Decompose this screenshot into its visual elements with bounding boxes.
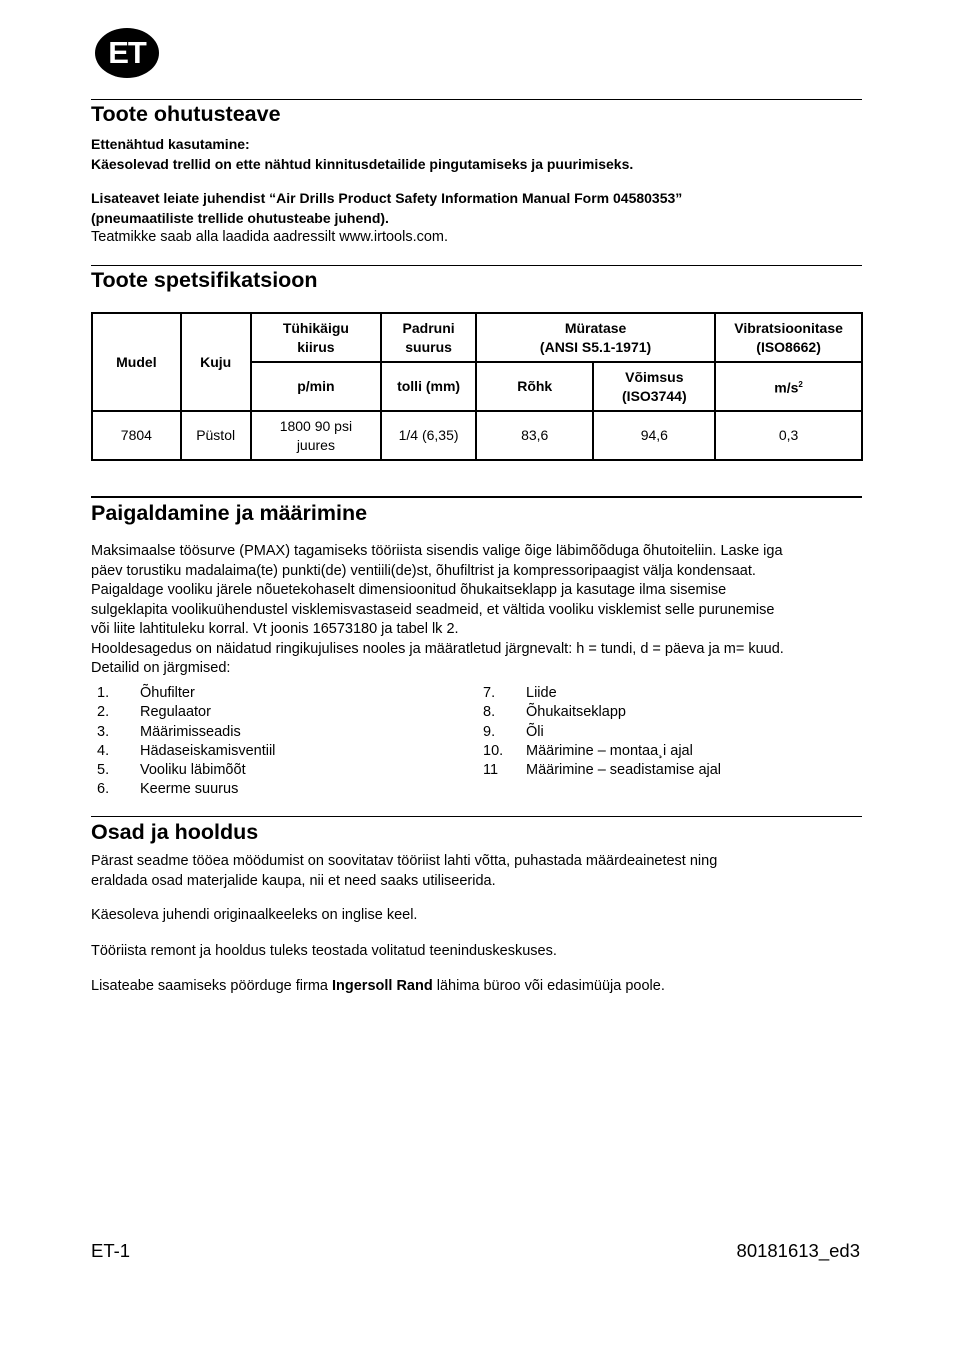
- section-divider: [91, 816, 862, 817]
- cell-power: 94,6: [593, 411, 715, 460]
- list-item: 7. Liide: [483, 685, 557, 701]
- list-item: 6. Keerme suurus: [97, 781, 239, 798]
- header-free-speed: Tühikäigu kiirus: [251, 313, 382, 362]
- install-paragraph: Maksimaalse töösurve (PMAX) tagamiseks tööriista sisendis valige õige läbimõõduga õhutoiteliin. Laske iga päev torustiku madalaima(te) punkti(de) ventiili(de)st, õhufiltrist ja kompressoripaagist välja kondensaat. Paigaldage vooliku järele nõuetekohaselt dimensioonitud õhukaitseklapp ja kasutage ilma sisemise sulgeklapita voolikuühendustel visklemisvastaseid seadmeid, et vältida vooliku visklemist selle purunemise või liite lahtituleku korral. Vt joonis 16573180 ja tabel lk 2. Hooldesagedus on näidatud ringikujulises nooles ja määratletud järgnevalt: h = tundi, d = päeva ja m= kuud. Detailid on järgmised:: [91, 543, 784, 676]
- more-info-line-1: Lisateavet leiate juhendist “Air Drills Product Safety Information Manual Form 04580353”: [91, 190, 683, 206]
- spec-heading: Toote spetsifikatsioon: [91, 268, 318, 292]
- more-info-line-2: (pneumaatiliste trellide ohutusteabe juhend).: [91, 210, 389, 226]
- parts-heading: Osad ja hooldus: [91, 820, 259, 844]
- language-badge: ET: [95, 28, 159, 78]
- list-item: 5. Vooliku läbimõõt: [97, 762, 246, 779]
- cell-pressure: 83,6: [476, 411, 594, 460]
- list-item: 8. Õhukaitseklapp: [483, 704, 626, 721]
- list-item: 2. Regulaator: [97, 704, 211, 721]
- cell-style: Püstol: [181, 411, 251, 460]
- document-id: 80181613_ed3: [736, 1240, 860, 1261]
- header-vibration: Vibratsioonitase (ISO8662): [715, 313, 862, 362]
- header-noise: Müratase (ANSI S5.1-1971): [476, 313, 715, 362]
- parts-paragraph-1: Pärast seadme tööea möödumist on soovitatav tööriist lahti võtta, puhastada määrdeainetest ning eraldada osad materjalide kaupa, nii et need saaks utiliseerida.: [91, 853, 718, 889]
- list-item: 1. Õhufilter: [97, 685, 195, 701]
- parts-list-left: [97, 684, 457, 800]
- page-number: ET-1: [91, 1240, 131, 1261]
- unit-speed: p/min: [251, 362, 382, 411]
- safety-heading: Toote ohutusteave: [91, 102, 281, 126]
- brand-name: Ingersoll Rand: [332, 978, 433, 994]
- header-chuck-size: Padruni suurus: [381, 313, 476, 362]
- list-item: 9. Õli: [483, 723, 544, 740]
- section-divider: [91, 265, 862, 266]
- list-item: 10. Määrimine – montaa¸i ajal: [483, 742, 693, 759]
- section-divider: [91, 99, 862, 100]
- list-item: 11 Määrimine – seadistamise ajal: [483, 762, 722, 779]
- download-info: Teatmikke saab alla laadida aadressilt www.irtools.com.: [91, 229, 449, 245]
- parts-paragraph-4: Lisateabe saamiseks pöörduge firma Ingersoll Rand lähima büroo või edasimüüja poole.: [91, 978, 665, 994]
- header-style: Kuju: [181, 313, 251, 411]
- parts-paragraph-2: Käesoleva juhendi originaalkeeleks on inglise keel.: [91, 907, 418, 923]
- section-divider: [91, 496, 862, 498]
- unit-power: Võimsus (ISO3744): [593, 362, 715, 411]
- cell-vibration: 0,3: [715, 411, 862, 460]
- table-row: [92, 411, 862, 460]
- header-model: Mudel: [92, 313, 181, 411]
- cell-model: 7804: [92, 411, 181, 460]
- list-item: 4. Hädaseiskamisventiil: [97, 742, 276, 759]
- unit-vibration: $m/s^2$: [715, 362, 862, 411]
- parts-paragraph-3: Tööriista remont ja hooldus tuleks teostada volitatud teeninduskeskuses.: [91, 943, 557, 959]
- table-header-row: [92, 313, 862, 362]
- cell-chuck: 1/4 (6,35): [381, 411, 476, 460]
- parts-list-right: [483, 684, 843, 780]
- intended-use-text: Käesolevad trellid on ette nähtud kinnitusdetailide pingutamiseks ja puurimiseks.: [91, 156, 634, 172]
- unit-chuck: tolli (mm): [381, 362, 476, 411]
- spec-table: [91, 312, 863, 461]
- intended-use-label: Ettenähtud kasutamine:: [91, 136, 250, 152]
- unit-pressure: Rõhk: [476, 362, 594, 411]
- install-heading: Paigaldamine ja määrimine: [91, 501, 368, 525]
- cell-speed: 1800 90 psi juures: [251, 411, 382, 460]
- list-item: 3. Määrimisseadis: [97, 723, 241, 740]
